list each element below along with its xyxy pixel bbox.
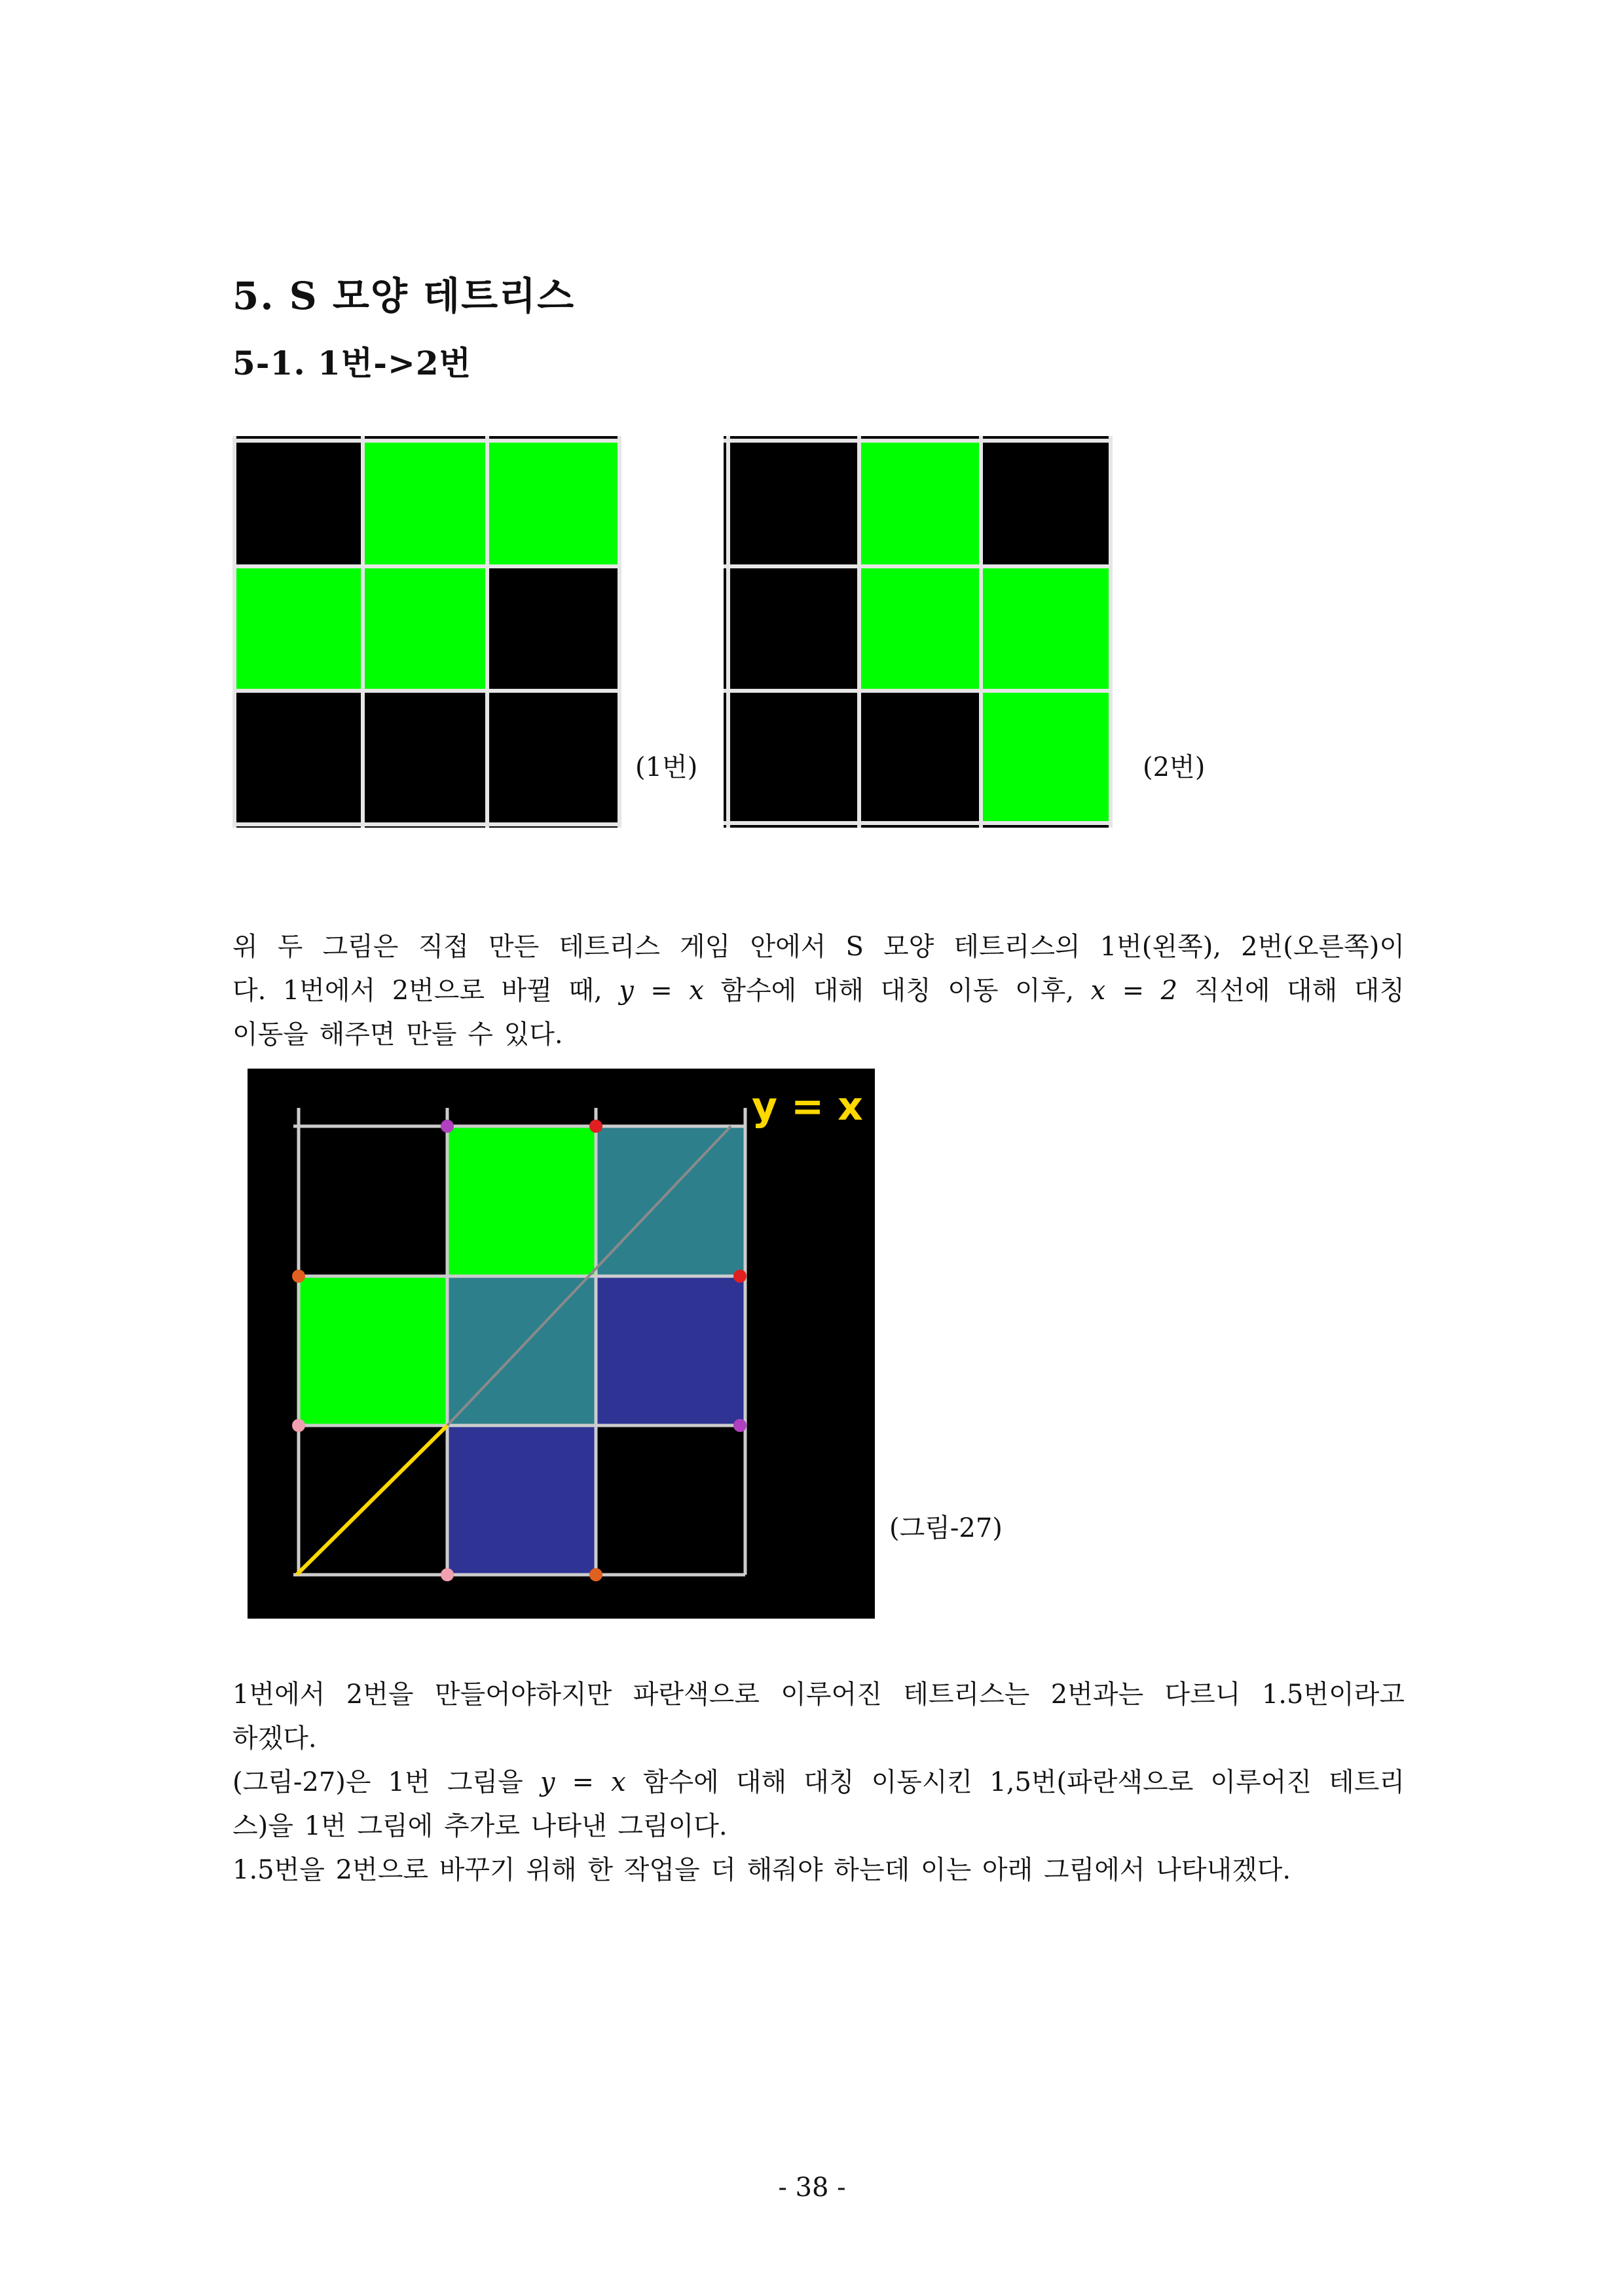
blue-cell (596, 1276, 745, 1425)
equation-x-equals-2: x = 2 (1090, 976, 1178, 1006)
figure-2-caption: (2번) (1143, 752, 1206, 782)
paragraph-1-line-1: 위 두 그림은 직접 만든 테트리스 게임 안에서 S 모양 테트리스의 1번(왼쪽), 2번(오른쪽)이 (232, 932, 1405, 962)
paragraph-1 (232, 925, 1405, 1057)
paragraph-2-line-1: 1번에서 2번을 만들어야하지만 파란색으로 이루어진 테트리스는 2번과는 다르니 1.5번이라고 (232, 1680, 1405, 1710)
paragraph-2-line-3 (232, 1761, 1405, 1805)
green-cell (983, 693, 1109, 821)
tetris-figure-1 (232, 436, 621, 828)
vertex-point (441, 1120, 454, 1133)
blue-cell (447, 1425, 596, 1575)
green-cell (861, 443, 983, 568)
green-cell (236, 568, 365, 693)
section-heading: 5. S 모양 테트리스 (232, 274, 576, 318)
green-cell (365, 443, 489, 568)
paragraph-1-line-3: 이동을 해주면 만들 수 있다. (232, 1019, 563, 1050)
subsection-heading: 5-1. 1번->2번 (232, 344, 471, 382)
green-cell (861, 568, 983, 693)
tetris-figure-2 (724, 436, 1113, 828)
green-cell (447, 1126, 596, 1276)
equation-y-equals-x: y = x (619, 976, 704, 1006)
y-equals-x-label: y = x (752, 1084, 863, 1129)
vertex-point (292, 1419, 305, 1432)
paragraph-2-line-2: 하겠다. (232, 1723, 317, 1753)
figure-27-caption: (그림-27) (889, 1513, 1003, 1543)
text-fragment: 직선에 대해 대칭 (1194, 976, 1405, 1006)
text-fragment: 다. 1번에서 2번으로 바뀔 때, (232, 976, 602, 1006)
vertex-point (733, 1270, 747, 1283)
vertex-point (292, 1270, 305, 1283)
paragraph-2 (232, 1673, 1405, 1892)
equation-y-equals-x: y = x (540, 1767, 626, 1797)
green-cell (299, 1276, 447, 1425)
overlap-cell (596, 1126, 745, 1276)
green-cell (365, 568, 489, 693)
vertex-point (441, 1568, 454, 1581)
text-fragment: (그림-27)은 1번 그림을 (232, 1767, 523, 1797)
figure-27-svg (248, 1069, 875, 1619)
paragraph-2-line-5: 1.5번을 2번으로 바꾸기 위해 한 작업을 더 해줘야 하는데 이는 아래 그림에서 나타내겠다. (232, 1855, 1291, 1885)
vertex-point (733, 1419, 747, 1432)
figure-1-caption: (1번) (635, 752, 698, 782)
paragraph-2-line-4: 스)을 1번 그림에 추가로 나타낸 그림이다. (232, 1811, 728, 1841)
page-number: - 38 - (778, 2173, 846, 2203)
green-cell (983, 568, 1109, 693)
vertex-point (589, 1568, 602, 1581)
text-fragment: 함수에 대해 대칭 이동 이후, (720, 976, 1075, 1006)
text-fragment: 함수에 대해 대칭 이동시킨 1,5번(파란색으로 이루어진 테트리 (642, 1767, 1405, 1797)
paragraph-1-line-2 (232, 969, 1405, 1013)
vertex-point (589, 1120, 602, 1133)
green-cell (489, 443, 618, 568)
figure-27-reflection-diagram (248, 1069, 875, 1619)
